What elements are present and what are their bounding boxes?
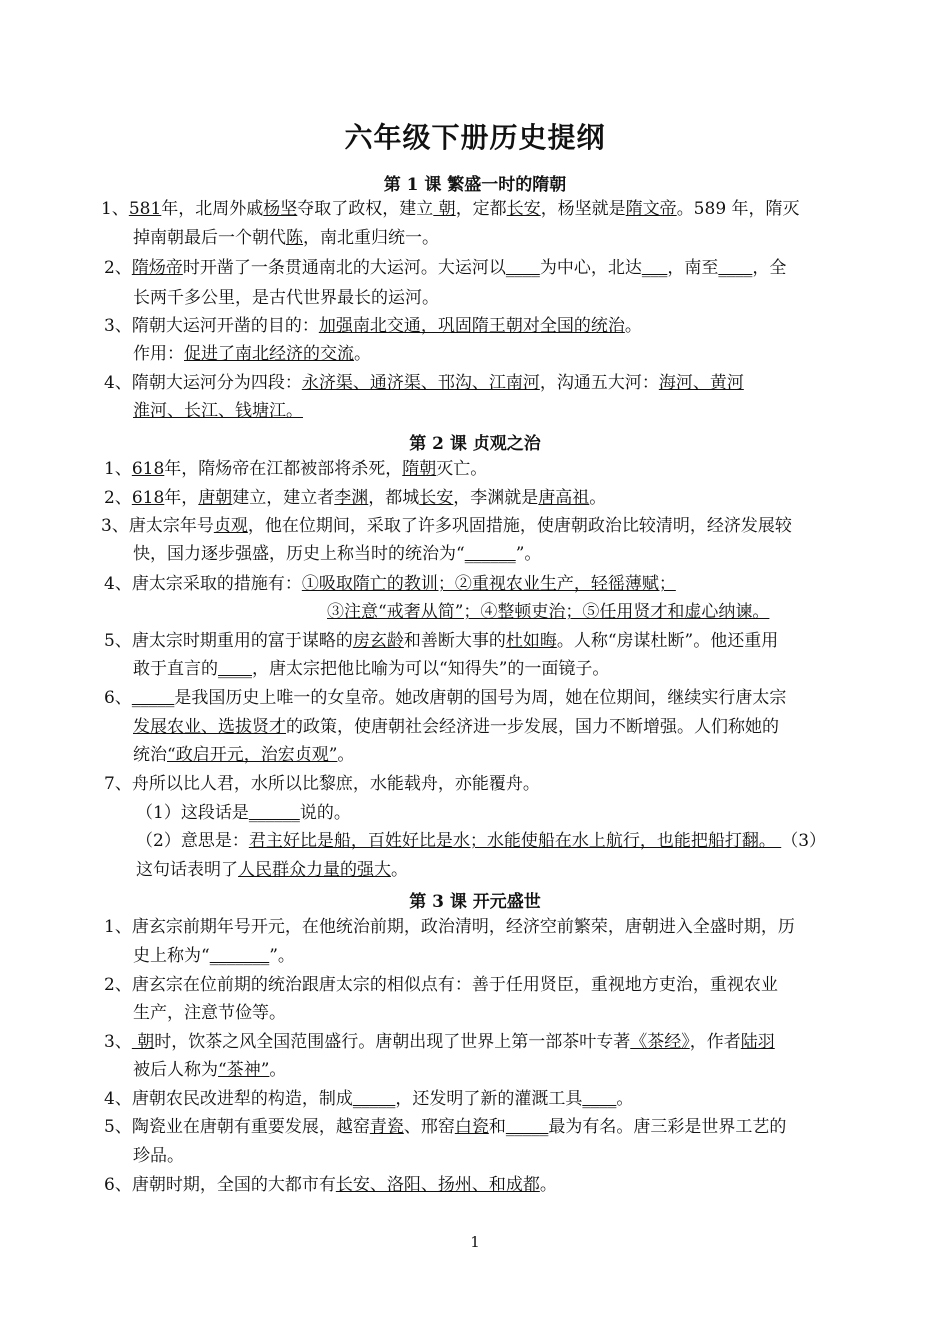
text-segment: 3、隋朝大运河开凿的目的： [104, 316, 319, 336]
text-segment: 4、唐朝农民改进犁的构造，制成 [104, 1089, 353, 1109]
text-segment: ，唐太宗把他比喻为可以“知得失”的一面镜子。 [252, 659, 610, 679]
underlined-answer: 唐朝 [198, 488, 233, 508]
paragraph-line [133, 1145, 184, 1167]
text-segment: 2、唐玄宗在位前期的统治跟唐太宗的相似点有：善于任用贤臣，重视地方吏治，重视农业 [104, 975, 778, 995]
underlined-answer: ____ [718, 258, 753, 278]
page-title: 六年级下册历史提纲 [344, 121, 606, 154]
lesson-3-heading: 第 3 课 开元盛世 [409, 892, 541, 912]
underlined-answer: 促进了南北经济的交流 [184, 344, 354, 364]
text-segment: 建立，建立者 [232, 488, 335, 508]
text-segment: 生产，注意节俭等。 [133, 1003, 286, 1023]
underlined-answer: 海河、黄河 [658, 373, 744, 393]
text-segment: ，南至 [667, 258, 719, 278]
underlined-answer: 君主好比是船，百姓好比是水；水能使船在水上航行，也能把船打翻。 [248, 831, 782, 851]
paragraph-line [133, 744, 354, 766]
paragraph-line [104, 257, 786, 279]
text-segment: 统治 [133, 745, 167, 765]
underlined-answer: 永济渠、通济渠、邗沟、江南河 [301, 373, 540, 393]
text-segment: 快，国力逐步强盛，历史上称当时的统治为“ [133, 544, 465, 564]
underlined-answer: “政启开元，治宏贞观” [167, 745, 338, 765]
text-segment: 。人称“房谋杜断”。他还重用 [556, 631, 779, 651]
text-segment: 是我国历史上唯一的女皇帝。她改唐朝的国号为周，她在位期间，继续实行唐太宗 [174, 688, 787, 708]
text-segment: 掉南朝最后一个朝代 [133, 228, 286, 248]
paragraph-line [133, 543, 541, 565]
underlined-answer: _______ [209, 946, 270, 966]
paragraph-line [133, 1059, 286, 1081]
paragraph-line [101, 515, 792, 537]
paragraph-line [104, 773, 540, 795]
text-segment: （3） [781, 831, 827, 851]
text-segment: 5、陶瓷业在唐朝有重要发展，越窑 [104, 1117, 370, 1137]
underlined-answer: ___ [641, 258, 668, 278]
page-number: 1 [470, 1233, 480, 1251]
paragraph-line [104, 315, 642, 337]
text-segment: ，南北重归统一。 [303, 228, 439, 248]
text-segment: 2、 [104, 258, 132, 278]
text-segment: 2、 [104, 488, 132, 508]
underlined-answer: _____ [505, 1117, 549, 1137]
text-segment: 、邢窑 [403, 1117, 455, 1137]
text-segment: 这句话表明了 [136, 860, 238, 880]
underlined-answer: ③注意“戒奢从简”；④整顿吏治；⑤任用贤才和虚心纳谏。 [327, 602, 770, 622]
underlined-answer: 长安 [419, 488, 454, 508]
text-segment: 年， [164, 488, 199, 508]
text-segment: 1、 [104, 459, 132, 479]
paragraph-line [133, 945, 295, 967]
paragraph-line [136, 859, 408, 881]
text-segment: 珍品。 [133, 1146, 184, 1166]
paragraph-line [101, 198, 800, 220]
text-segment: ，都城 [368, 488, 420, 508]
paragraph-line [136, 830, 826, 852]
paragraph-line [133, 227, 439, 249]
underlined-answer: _____ [352, 1089, 396, 1109]
text-segment: 。 [616, 1089, 634, 1109]
text-segment: ，还发明了新的灌溉工具 [395, 1089, 583, 1109]
paragraph-line [104, 916, 795, 938]
text-segment: 说的。 [299, 803, 351, 823]
text-segment: 史上称为“ [133, 946, 210, 966]
text-segment: 。 [337, 745, 355, 765]
underlined-answer: 隋炀帝 [131, 258, 183, 278]
text-segment: 。 [269, 1060, 287, 1080]
paragraph-line [104, 372, 744, 394]
text-segment: 年，隋炀帝在江都被部将杀死， [164, 459, 403, 479]
underlined-answer: 白瓷 [454, 1117, 489, 1137]
text-segment: 7、舟所以比人君，水所以比黎庶，水能载舟，亦能覆舟。 [104, 774, 540, 794]
underlined-answer: 618 [131, 488, 165, 508]
text-segment: ”。 [269, 946, 295, 966]
underlined-answer: 房玄龄 [352, 631, 404, 651]
text-segment: 4、隋朝大运河分为四段： [104, 373, 302, 393]
underlined-answer: 杨坚 [263, 199, 298, 219]
underlined-answer: 581 [128, 199, 162, 219]
underlined-answer: 杜如晦 [505, 631, 557, 651]
paragraph-line [133, 658, 609, 680]
text-segment: 最为有名。唐三彩是世界工艺的 [548, 1117, 787, 1137]
underlined-answer: ______ [248, 803, 300, 823]
text-segment: 年，北周外戚 [161, 199, 264, 219]
text-segment: 。589 年，隋灭 [676, 199, 800, 219]
text-segment: 1、 [101, 199, 129, 219]
paragraph-line [104, 974, 778, 996]
paragraph-line [104, 458, 487, 480]
underlined-answer: ______ [464, 544, 516, 564]
underlined-answer: 陈 [286, 228, 303, 248]
text-segment: 6、唐朝时期，全国的大都市有 [104, 1175, 336, 1195]
text-segment: 6、 [104, 688, 132, 708]
text-segment: （1）这段话是 [136, 803, 249, 823]
text-segment: 。 [354, 344, 371, 364]
paragraph-line [133, 1002, 286, 1024]
paragraph-line [104, 573, 676, 595]
underlined-answer: 李渊 [334, 488, 369, 508]
underlined-answer: 淮河、长江、钱塘江。 [133, 401, 303, 421]
underlined-answer: 隋文帝 [625, 199, 677, 219]
text-segment: 。 [391, 860, 408, 880]
text-segment: 。 [539, 1175, 557, 1195]
underlined-answer: 朝 [433, 199, 456, 219]
text-segment: 作用： [133, 344, 184, 364]
text-segment: 1、唐玄宗前期年号开元，在他统治前期，政治清明，经济空前繁荣，唐朝进入全盛时期，历 [104, 917, 795, 937]
underlined-answer: 人民群众力量的强大 [238, 860, 391, 880]
text-segment: ，沟通五大河： [539, 373, 659, 393]
paragraph-line [104, 1116, 786, 1138]
text-segment: 敢于直言的 [133, 659, 218, 679]
text-segment: 5、唐太宗时期重用的富于谋略的 [104, 631, 353, 651]
underlined-answer: _____ [131, 688, 175, 708]
text-segment: 。 [624, 316, 642, 336]
underlined-answer: 陆羽 [740, 1032, 775, 1052]
lesson-1-heading: 第 1 课 繁盛一时的隋朝 [383, 175, 567, 195]
paragraph-line [104, 687, 786, 709]
text-segment: 4、唐太宗采取的措施有： [104, 574, 302, 594]
underlined-answer: ____ [582, 1089, 617, 1109]
underlined-answer: ①吸取隋亡的教训；②重视农业生产，轻徭薄赋； [301, 574, 676, 594]
paragraph-line [133, 716, 779, 738]
underlined-answer: 618 [131, 459, 165, 479]
lesson-2-heading: 第 2 课 贞观之治 [409, 434, 541, 454]
text-segment: 为中心，北达 [539, 258, 642, 278]
paragraph-line [133, 287, 439, 309]
underlined-answer: 长安、洛阳、扬州、和成都 [335, 1175, 540, 1195]
text-segment: （2）意思是： [136, 831, 249, 851]
paragraph-line [104, 1031, 775, 1053]
paragraph-line [104, 630, 778, 652]
text-segment: 和 [488, 1117, 506, 1137]
underlined-answer: 发展农业、选拔贤才 [133, 717, 286, 737]
text-segment: 3、 [104, 1032, 132, 1052]
text-segment: 。 [589, 488, 607, 508]
text-segment: 夺取了政权，建立 [297, 199, 434, 219]
text-segment: ”。 [515, 544, 542, 564]
underlined-answer: 隋朝 [402, 459, 437, 479]
underlined-answer: 长安 [506, 199, 541, 219]
paragraph-line [133, 400, 303, 422]
underlined-answer: “茶神” [218, 1060, 270, 1080]
text-segment: ，全 [752, 258, 787, 278]
underlined-answer: 《茶经》 [630, 1032, 690, 1052]
paragraph-line [133, 343, 371, 365]
text-segment: 3、唐太宗年号 [101, 516, 214, 536]
text-segment: 的政策，使唐朝社会经济进一步发展，国力不断增强。人们称她的 [286, 717, 779, 737]
underlined-answer: 朝 [131, 1032, 155, 1052]
text-segment: 灭亡。 [436, 459, 488, 479]
underlined-answer: ____ [505, 258, 540, 278]
text-segment: ，李渊就是 [453, 488, 539, 508]
underlined-answer: ____ [218, 659, 252, 679]
paragraph-line [327, 601, 769, 623]
paragraph-line [104, 1174, 557, 1196]
paragraph-line [104, 487, 606, 509]
paragraph-line [136, 802, 351, 824]
underlined-answer: 贞观 [213, 516, 248, 536]
underlined-answer: 唐高祖 [538, 488, 590, 508]
text-segment: ，作者 [689, 1032, 741, 1052]
text-segment: ，杨坚就是 [540, 199, 626, 219]
text-segment: ，定都 [455, 199, 507, 219]
text-segment: 长两千多公里，是古代世界最长的运河。 [133, 288, 439, 308]
text-segment: ，他在位期间，采取了许多巩固措施，使唐朝政治比较清明，经济发展较 [247, 516, 792, 536]
underlined-answer: 青瓷 [369, 1117, 404, 1137]
paragraph-line [104, 1088, 633, 1110]
text-segment: 时开凿了一条贯通南北的大运河。大运河以 [182, 258, 506, 278]
underlined-answer: 加强南北交通，巩固隋王朝对全国的统治 [318, 316, 625, 336]
text-segment: 和善断大事的 [403, 631, 506, 651]
text-segment: 被后人称为 [133, 1060, 218, 1080]
text-segment: 时，饮茶之风全国范围盛行。唐朝出现了世界上第一部茶叶专著 [154, 1032, 631, 1052]
